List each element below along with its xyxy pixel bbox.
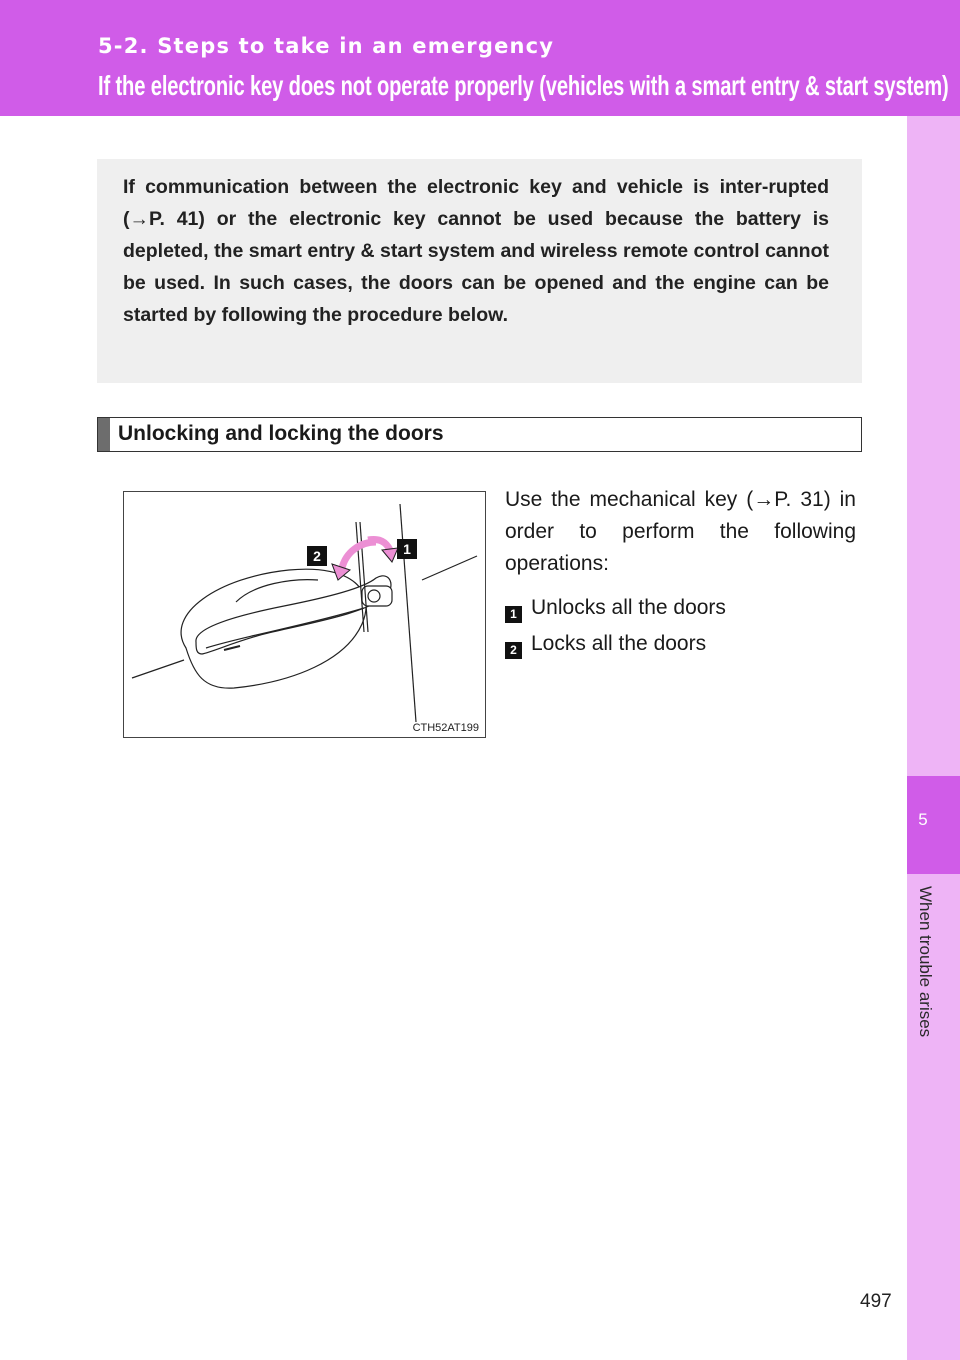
step-number-badge: 1 [505, 606, 522, 623]
chapter-title: When trouble arises [916, 886, 935, 1038]
section-label: 5-2. Steps to take in an emergency [98, 34, 555, 58]
key-shaft-edge [360, 522, 368, 632]
handle-slot [224, 646, 240, 650]
intro-text: If communication between the electronic key and vehicle is inter-rupted (→P. 41) or the electronic key cannot be used because the battery is depleted, the smart entry & start system and wireless remote control cannot be used. In such cases, the doors can be opened and the engine can be started by following the procedure below. [123, 176, 829, 326]
page-header [0, 0, 960, 116]
subheading-text: Unlocking and locking the doors [118, 422, 444, 445]
door-line-right [422, 556, 477, 580]
instruction-text: Use the mechanical key (→P. 31) in order to perform the following operations: [505, 488, 856, 575]
page-title: If the electronic key does not operate properly (vehicles with a smart entry & start system) [98, 70, 949, 101]
door-line-left [132, 660, 184, 678]
page-number: 497 [860, 1291, 892, 1312]
chapter-side-tab [907, 116, 960, 1360]
chapter-number: 5 [918, 810, 928, 829]
key-shaft [356, 522, 364, 632]
recess-inner-line [236, 580, 318, 602]
step-text: Locks all the doors [531, 632, 707, 655]
figure-code: CTH52AT199 [412, 722, 479, 734]
intro-box [97, 159, 862, 383]
door-handle-drawing [124, 492, 485, 737]
lock-cylinder [362, 586, 392, 606]
section-subheading [97, 417, 862, 452]
figure-badge-2: 2 [307, 546, 327, 566]
step-text: Unlocks all the doors [531, 596, 726, 619]
step-number-badge: 2 [505, 642, 522, 659]
door-handle-illustration [123, 491, 486, 738]
unlock-arrowhead-icon [382, 548, 398, 562]
subheading-marker [98, 418, 110, 451]
door-edge-line [400, 504, 416, 722]
figure-badge-1: 1 [397, 539, 417, 559]
